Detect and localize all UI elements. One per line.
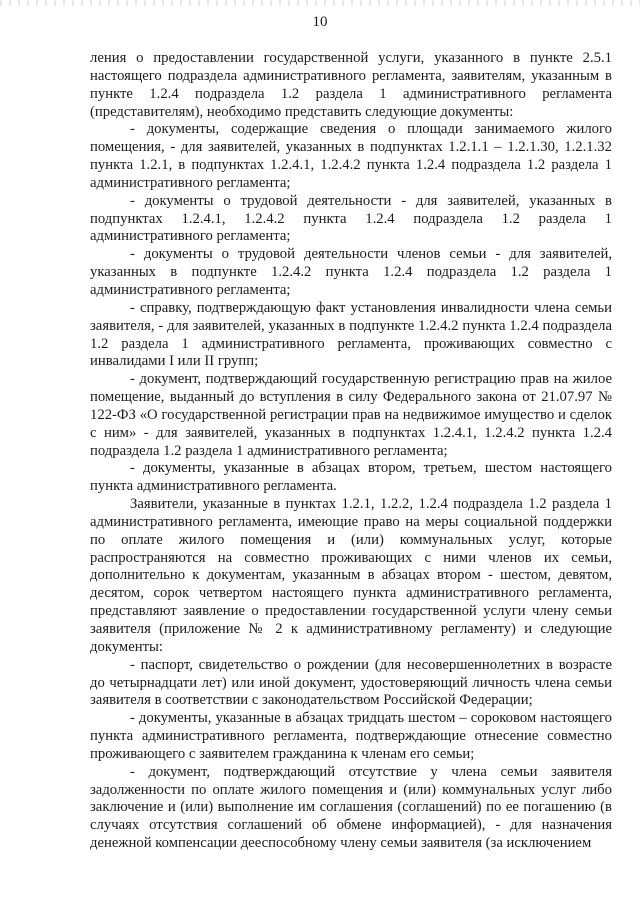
scan-edge-artifact: [0, 0, 640, 6]
paragraph-disability-certificate: - справку, подтверждающую факт установления инвалидности члена семьи заявителя, - для заявителей, указанных в подпункте 1.2.4.2 пункта 1.2.4 подраздела 1.2 раздела 1 административного регламента, проживающих совместно с инвалидами I или II групп;: [90, 299, 612, 370]
paragraph-family-employment-docs: - документы о трудовой деятельности членов семьи - для заявителей, указанных в подпункте 1.2.4.2 пункта 1.2.4 подраздела 1.2 раздела 1 административного регламента;: [90, 246, 612, 298]
body-text: [90, 50, 612, 853]
paragraph-applicants-family: Заявители, указанные в пунктах 1.2.1, 1.2.2, 1.2.4 подраздела 1.2 раздела 1 административного регламента, имеющие право на меры социальной поддержки по оплате жилого помещения и (или) коммунальных услуг, которые распространяются на совместно проживающих с ними членов их семьи, дополнительно к документам, указанным в абзацах втором - шестом, девятом, десятом, сорок четвертом настоящего пункта административного регламента, представляют заявление о предоставлении государственной услуги члену семьи заявителя (приложение № 2 к административному регламенту) и следующие документы:: [90, 496, 612, 655]
paragraph-referenced-docs: - документы, указанные в абзацах втором, третьем, шестом настоящего пункта административного регламента.: [90, 460, 612, 495]
paragraph-property-registration: - документ, подтверждающий государственную регистрацию прав на жилое помещение, выданный до вступления в силу Федерального закона от 21.07.97 № 122-ФЗ «О государственной регистрации прав на недвижимое имущество и сделок с ним» - для заявителей, указанных в подпунктах 1.2.4.1, 1.2.4.2 пункта 1.2.4 подраздела 1.2 раздела 1 административного регламента;: [90, 371, 612, 459]
paragraph-continuation: ления о предоставлении государственной услуги, указанного в пункте 2.5.1 настоящего подраздела административного регламента, заявителям, указанным в пункте 1.2.4 подраздела 1.2 раздела 1 административного регламента (представителям), необходимо представить следующие документы:: [90, 50, 612, 120]
paragraph-identity-docs: - паспорт, свидетельство о рождении (для несовершеннолетних в возрасте до четырнадцати лет) или иной документ, удостоверяющий личность члена семьи заявителя в соответствии с законодательством Российской Федерации;: [90, 656, 612, 709]
paragraph-living-area-docs: - документы, содержащие сведения о площади занимаемого жилого помещения, - для заявителей, указанных в подпунктах 1.2.1.1 – 1.2.1.30, 1.2.1.32 пункта 1.2.1, в подпунктах 1.2.4.1, 1.2.4.2 пункта 1.2.4 подраздела 1.2 раздела 1 административного регламента;: [90, 121, 612, 191]
paragraph-employment-docs: - документы о трудовой деятельности - для заявителей, указанных в подпунктах 1.2.4.1, 1.2.4.2 пункта 1.2.4 подраздела 1.2 раздела 1 административного регламента;: [90, 192, 612, 245]
paragraph-no-debt-docs: - документ, подтверждающий отсутствие у члена семьи заявителя задолженности по оплате жилого помещения и (или) коммунальных услуг либо заключение и (или) выполнение им соглашения (соглашений) по ее погашению (в случаях отсутствия соглашений об обмене информацией), - для назначения денежной компенсации дееспособному члену семьи заявителя (за исключением: [90, 763, 612, 852]
page-number: 10: [312, 14, 328, 30]
paragraph-family-relation-docs: - документы, указанные в абзацах тридцать шестом – сороковом настоящего пункта административного регламента, подтверждающие отнесение совместно проживающего с заявителем гражданина к членам его семьи;: [90, 710, 612, 762]
